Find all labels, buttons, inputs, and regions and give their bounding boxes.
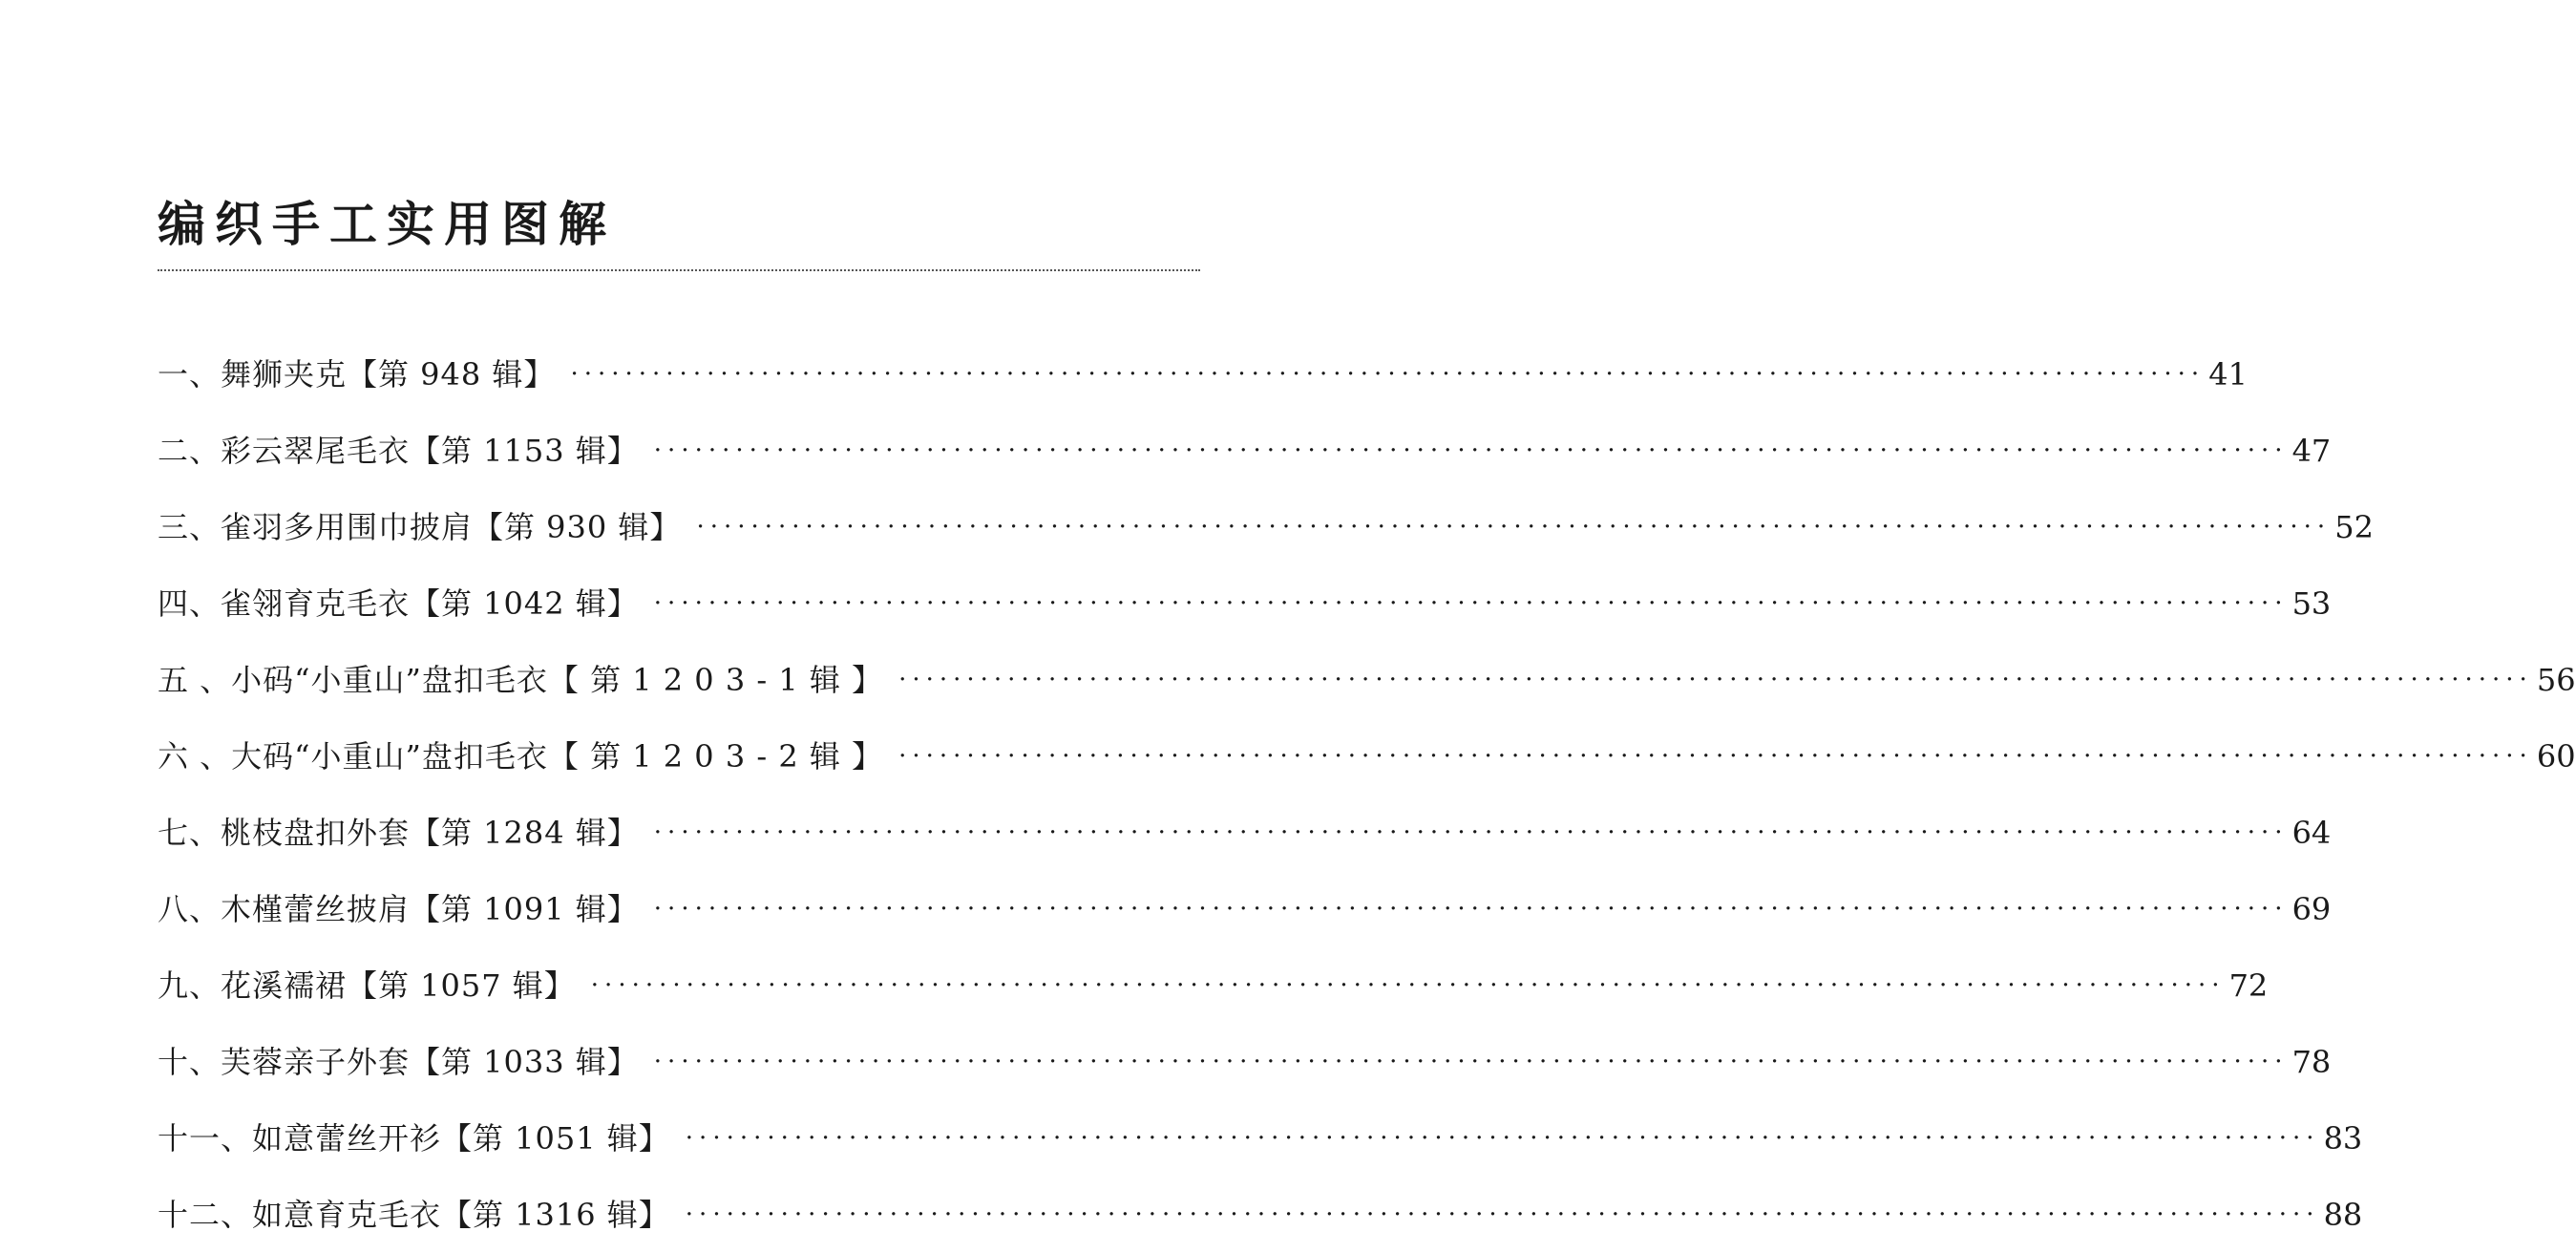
toc-entry-page: 41 [2208, 356, 2248, 393]
toc-entry[interactable] [158, 1177, 2363, 1253]
toc-entry-page: 56 [2536, 662, 2576, 698]
toc-dot-leader: ························································································································ [898, 742, 2533, 771]
toc-dot-leader: ························································································································ [590, 971, 2226, 1000]
toc-entry-page: 72 [2228, 967, 2269, 1004]
toc-entry-page: 78 [2291, 1044, 2332, 1080]
toc-entry-page: 64 [2291, 815, 2332, 851]
toc-entry-title: 十一、如意蕾丝开衫【第 1051 辑】 [158, 1120, 670, 1157]
page-title: 编织手工实用图解 [158, 196, 616, 252]
toc-entry[interactable] [158, 718, 2576, 795]
toc-entry[interactable] [158, 871, 2332, 947]
toc-entry-title: 一、舞狮夹克【第 948 辑】 [158, 356, 556, 393]
toc-dot-leader: ························································································································ [653, 895, 2289, 924]
toc-entry-title: 八、木槿蕾丝披肩【第 1091 辑】 [158, 891, 639, 927]
toc-entry-title: 七、桃枝盘扣外套【第 1284 辑】 [158, 815, 639, 851]
toc-entry-page: 83 [2323, 1120, 2363, 1157]
toc-entry-page: 52 [2334, 509, 2374, 545]
toc-entry[interactable] [158, 489, 2374, 565]
toc-entry-title: 三、雀羽多用围巾披肩【第 930 辑】 [158, 509, 682, 545]
table-of-contents [158, 336, 2576, 1253]
toc-entry[interactable] [158, 336, 2248, 413]
toc-dot-leader: ························································································································ [685, 1124, 2320, 1153]
toc-entry[interactable] [158, 413, 2332, 489]
toc-entry[interactable] [158, 795, 2332, 871]
toc-dot-leader: ························································································································ [898, 666, 2533, 694]
toc-dot-leader: ························································································································ [685, 1200, 2320, 1229]
toc-entry[interactable] [158, 565, 2332, 642]
toc-dot-leader: ························································································································ [653, 818, 2289, 847]
toc-entry-title: 十二、如意育克毛衣【第 1316 辑】 [158, 1197, 670, 1233]
toc-entry-page: 69 [2291, 891, 2332, 927]
toc-entry-title: 九、花溪襦裙【第 1057 辑】 [158, 967, 576, 1004]
toc-entry-title: 十、芙蓉亲子外套【第 1033 辑】 [158, 1044, 639, 1080]
toc-dot-leader: ························································································································ [653, 1048, 2289, 1076]
toc-entry-page: 47 [2291, 433, 2332, 469]
toc-entry-title: 二、彩云翠尾毛衣【第 1153 辑】 [158, 433, 639, 469]
toc-dot-leader: ························································································································ [696, 513, 2332, 542]
toc-dot-leader: ························································································································ [570, 360, 2206, 389]
toc-entry-page: 88 [2323, 1197, 2363, 1233]
toc-dot-leader: ························································································································ [653, 589, 2289, 618]
toc-entry[interactable] [158, 642, 2576, 718]
toc-entry-title: 五 、小码“小重山”盘扣毛衣【 第 1 2 0 3 - 1 辑 】 [158, 662, 884, 698]
toc-entry-page: 53 [2291, 585, 2332, 622]
toc-entry[interactable] [158, 1024, 2332, 1100]
toc-entry-title: 六 、大码“小重山”盘扣毛衣【 第 1 2 0 3 - 2 辑 】 [158, 738, 884, 775]
toc-entry[interactable] [158, 947, 2269, 1024]
toc-dot-leader: ························································································································ [653, 436, 2289, 465]
toc-entry-title: 四、雀翎育克毛衣【第 1042 辑】 [158, 585, 639, 622]
toc-entry-page: 60 [2536, 738, 2576, 775]
title-divider [158, 269, 1200, 271]
toc-entry[interactable] [158, 1100, 2363, 1177]
